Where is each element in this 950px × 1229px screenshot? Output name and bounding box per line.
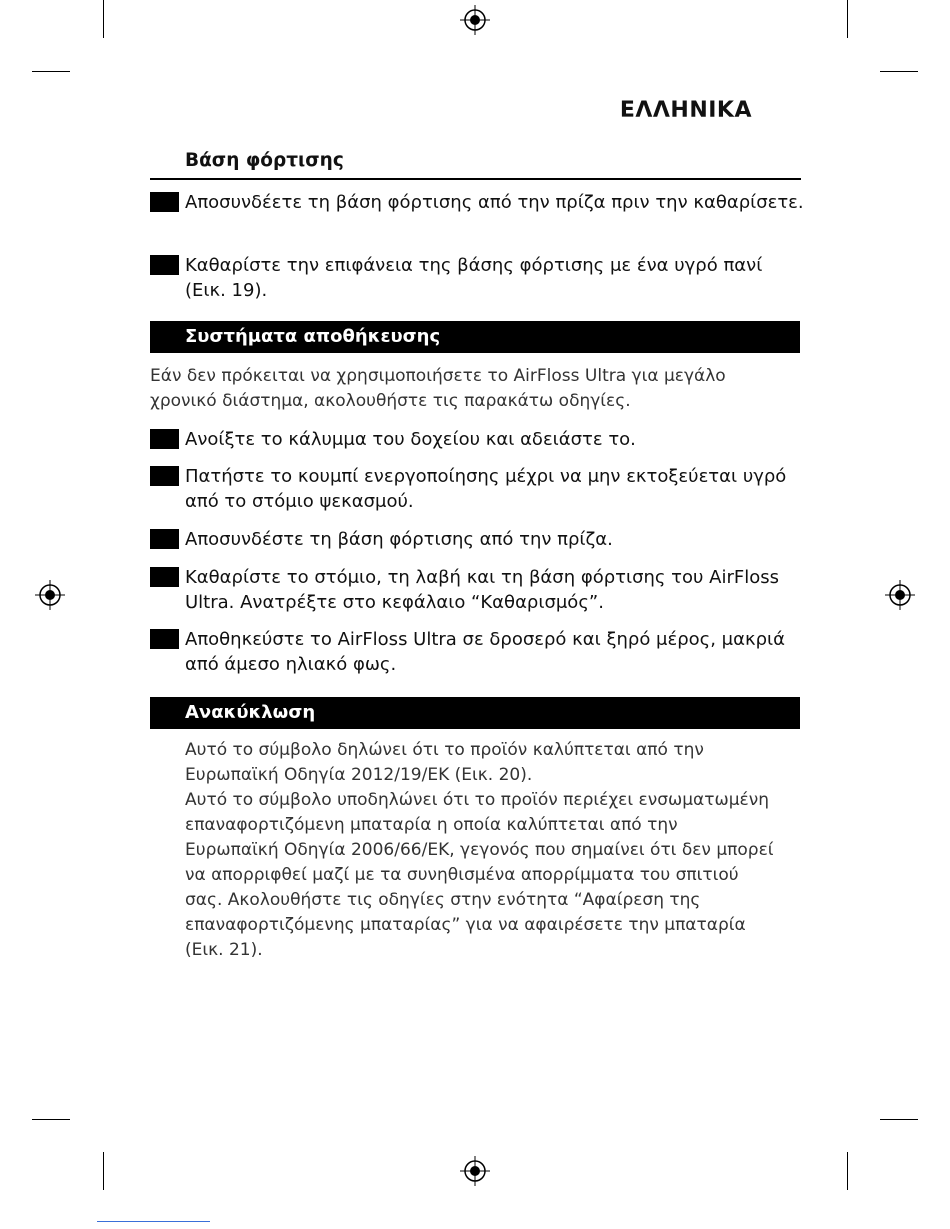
crop-mark-bottom-left-h bbox=[32, 1119, 70, 1120]
step-text: Καθαρίστε την επιφάνεια της βάσης φόρτισης με ένα υγρό πανί (Εικ. 19). bbox=[185, 255, 763, 301]
recycling-paragraph-1: Αυτό το σύμβολο δηλώνει ότι το προϊόν καλύπτεται από την Ευρωπαϊκή Οδηγία 2012/19/ΕΚ (Εικ. 20). bbox=[185, 740, 704, 785]
storage-step-1 bbox=[150, 427, 805, 452]
step-text: Ανοίξτε το κάλυμμα του δοχείου και αδειάστε το. bbox=[185, 429, 636, 450]
storage-step-4 bbox=[150, 565, 805, 615]
black-square-icon bbox=[150, 466, 179, 486]
recycling-section-bar: Ανακύκλωση bbox=[150, 697, 800, 729]
language-heading: ΕΛΛΗΝΙΚΑ bbox=[619, 98, 752, 123]
storage-intro: Εάν δεν πρόκειται να χρησιμοποιήσετε το AirFloss Ultra για μεγάλο χρονικό διάστημα, ακολουθήστε τις παρακάτω οδηγίες. bbox=[150, 366, 726, 411]
registration-mark-bottom-icon bbox=[460, 1156, 490, 1186]
registration-mark-right-icon bbox=[885, 580, 915, 610]
black-square-icon bbox=[150, 629, 179, 649]
blue-underline bbox=[97, 1221, 210, 1222]
registration-mark-left-icon bbox=[35, 580, 65, 610]
charging-step-2 bbox=[150, 253, 805, 303]
black-square-icon bbox=[150, 567, 179, 587]
registration-mark-top-icon bbox=[460, 5, 490, 35]
step-text: Αποσυνδέετε τη βάση φόρτισης από την πρίζα πριν την καθαρίσετε. bbox=[185, 192, 804, 213]
black-square-icon bbox=[150, 529, 179, 549]
crop-mark-bottom-left-v bbox=[103, 1152, 104, 1190]
step-text: Καθαρίστε το στόμιο, τη λαβή και τη βάση φόρτισης του AirFloss Ultra. Ανατρέξτε στο κεφάλαιο “Καθαρισμός”. bbox=[185, 567, 779, 613]
crop-mark-top-right-h bbox=[880, 71, 918, 72]
charging-base-title: Βάση φόρτισης bbox=[185, 150, 344, 171]
black-square-icon bbox=[150, 255, 179, 275]
storage-section-bar: Συστήματα αποθήκευσης bbox=[150, 321, 800, 353]
section-rule bbox=[150, 178, 801, 180]
step-text: Αποσυνδέστε τη βάση φόρτισης από την πρίζα. bbox=[185, 529, 613, 550]
crop-mark-top-right-v bbox=[847, 0, 848, 38]
crop-mark-top-left-h bbox=[32, 71, 70, 72]
crop-mark-bottom-right-h bbox=[880, 1119, 918, 1120]
step-text: Πατήστε το κουμπί ενεργοποίησης μέχρι να μην εκτοξεύεται υγρό από το στόμιο ψεκασμού. bbox=[185, 466, 787, 512]
crop-mark-bottom-right-v bbox=[847, 1152, 848, 1190]
step-text: Αποθηκεύστε το AirFloss Ultra σε δροσερό και ξηρό μέρος, μακριά από άμεσο ηλιακό φως. bbox=[185, 629, 785, 675]
storage-step-2 bbox=[150, 464, 805, 514]
black-square-icon bbox=[150, 429, 179, 449]
storage-step-5 bbox=[150, 627, 805, 677]
charging-step-1 bbox=[150, 190, 805, 215]
crop-mark-top-left-v bbox=[103, 0, 104, 38]
recycling-paragraph-2: Αυτό το σύμβολο υποδηλώνει ότι το προϊόν περιέχει ενσωματωμένη επαναφορτιζόμενη μπαταρία η οποία καλύπτεται από την Ευρωπαϊκή Οδηγία 2006/66/ΕΚ, γεγονός που σημαίνει ότι δεν μπορεί να απορριφθεί μαζί με τα συνηθισμένα απορρίμματα του σπιτιού σας. Ακολουθήστε τις οδηγίες στην ενότητα “Αφαίρεση της επαναφορτιζόμενης μπαταρίας” για να αφαιρέσετε την μπαταρία (Εικ. 21). bbox=[185, 790, 774, 960]
black-square-icon bbox=[150, 192, 179, 212]
storage-step-3 bbox=[150, 527, 805, 552]
